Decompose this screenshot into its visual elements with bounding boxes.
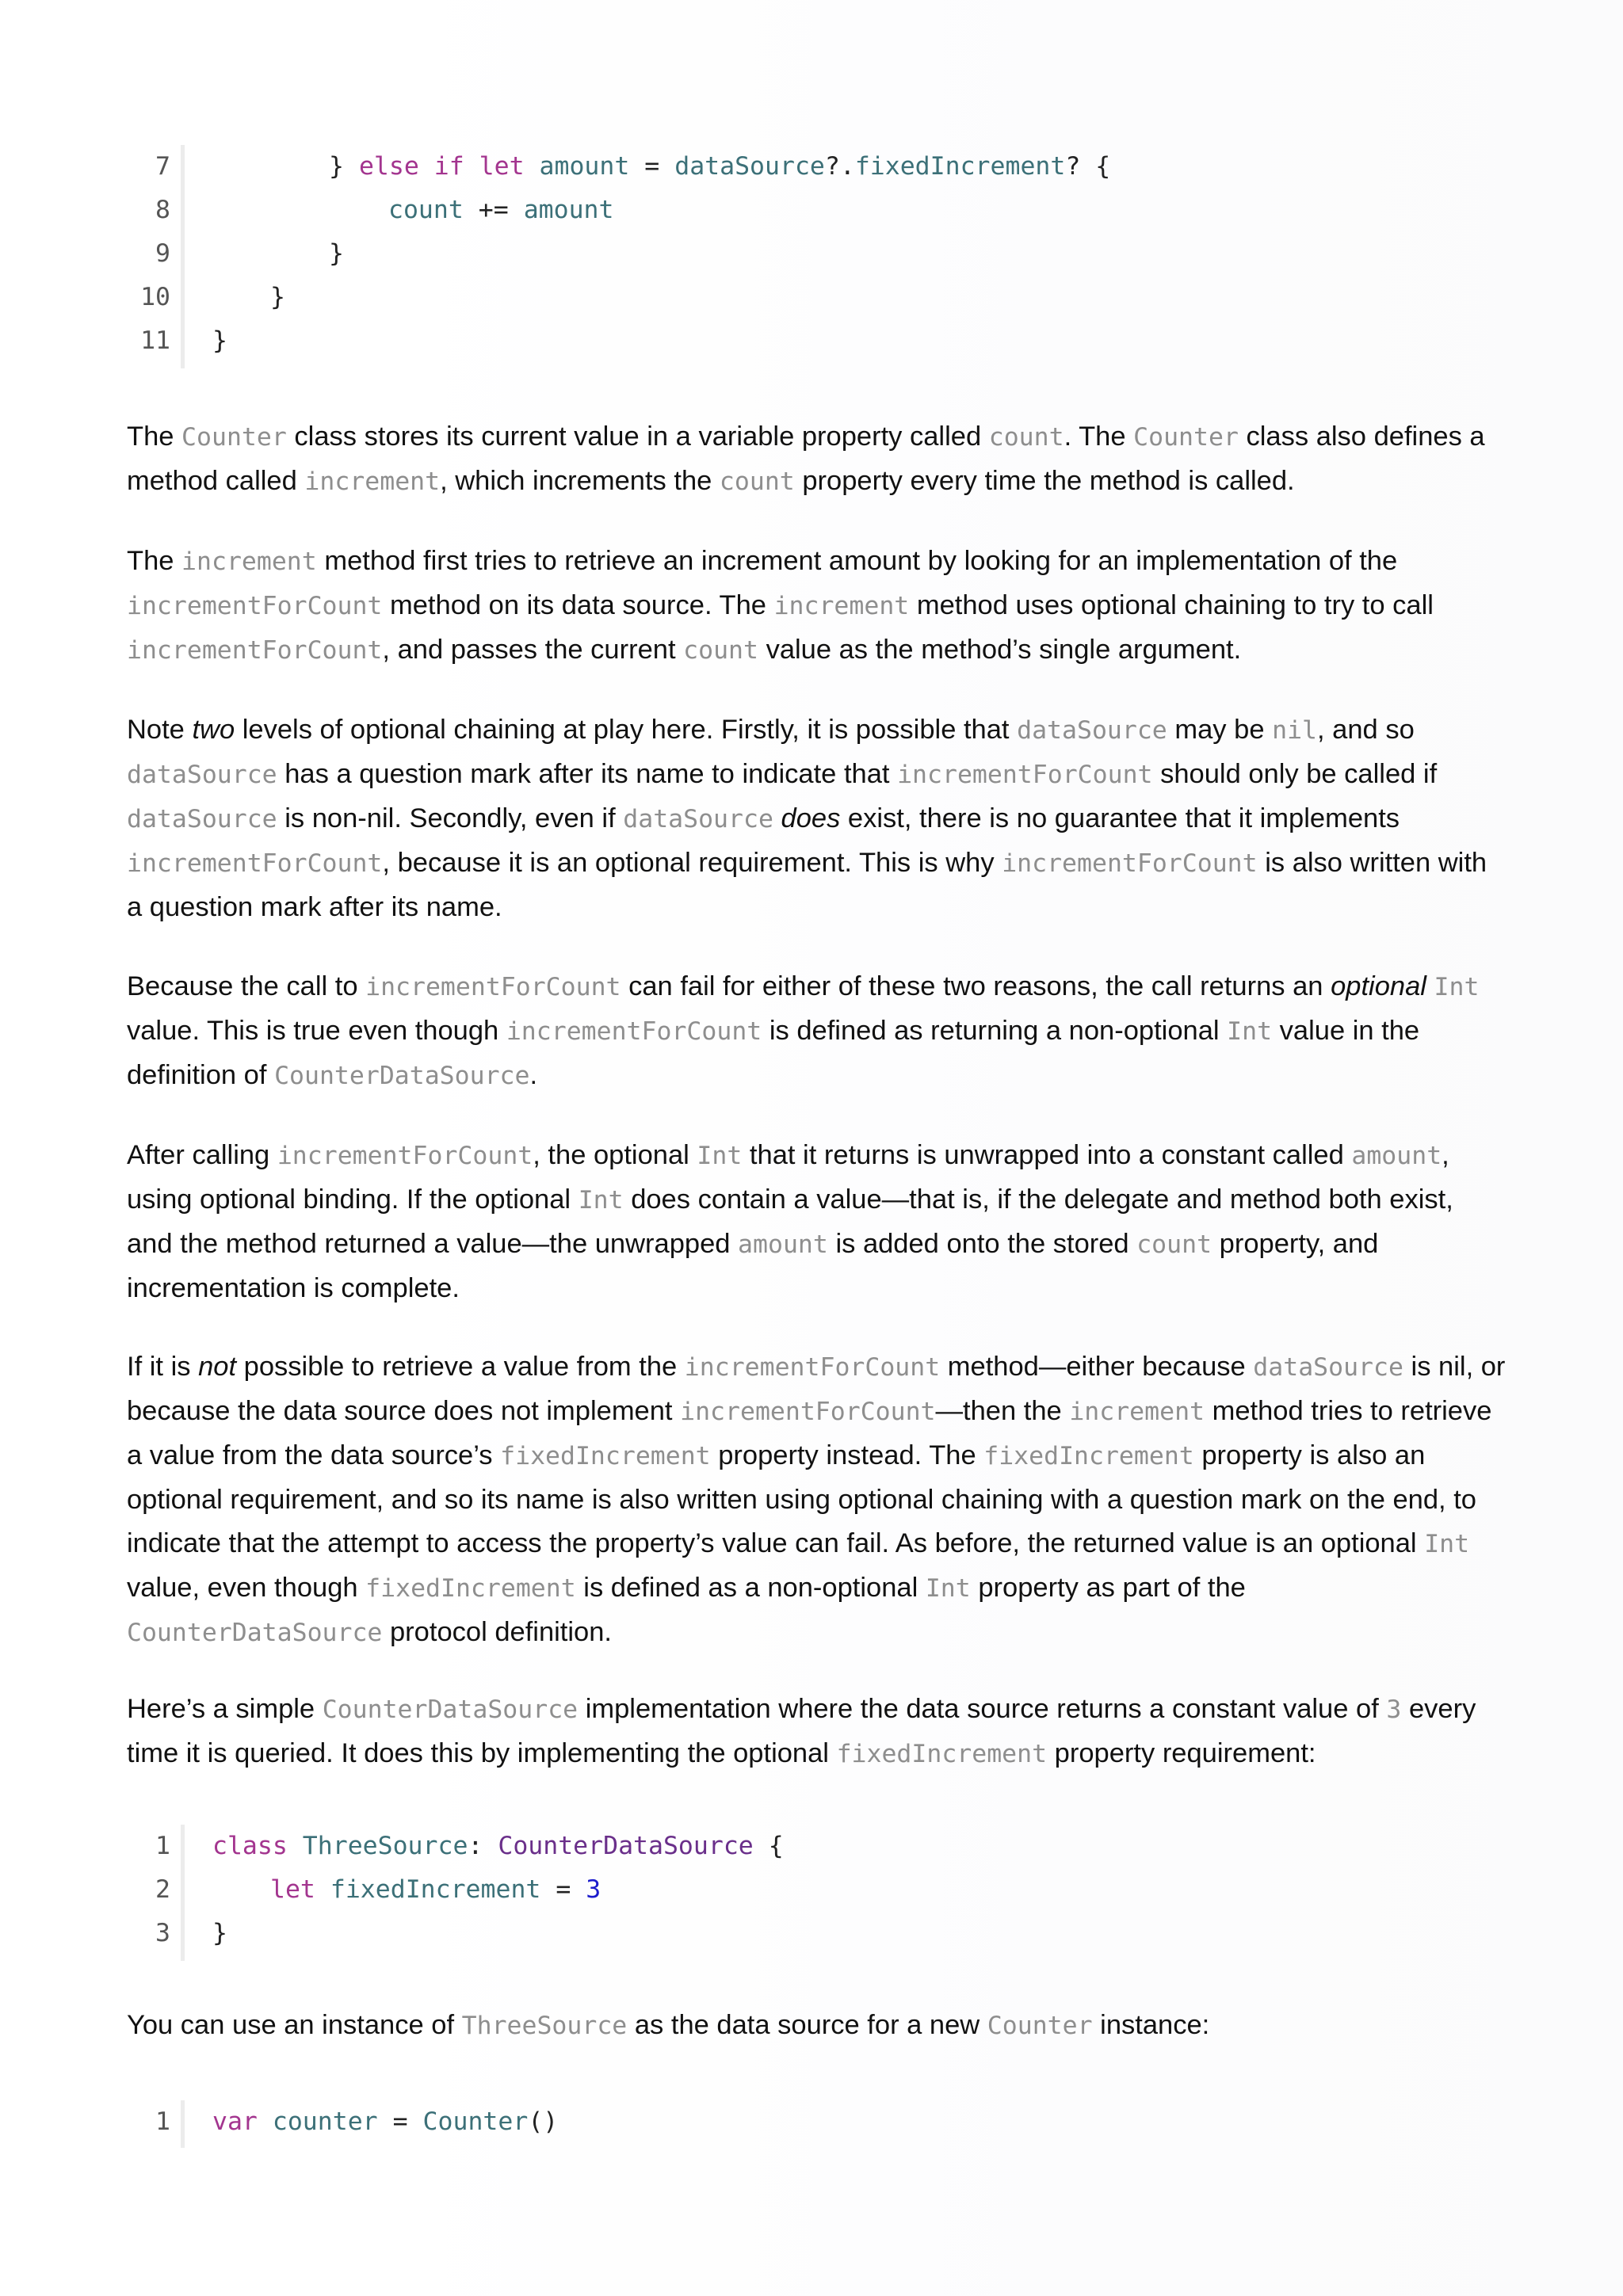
inline-code: incrementForCount bbox=[127, 849, 383, 878]
paragraph-two-levels bbox=[127, 708, 1506, 929]
inline-code: amount bbox=[738, 1230, 828, 1259]
code-operator: : bbox=[468, 1832, 483, 1860]
text: exist, there is no guarantee that it implements bbox=[847, 803, 1400, 833]
text: property is also an optional requirement, and so its name is also written using optional chaining with a question mark on the end, to indicate that the attempt to access the property’s value can fail. As before, the returned value is an optional bbox=[127, 1440, 1476, 1558]
code-operator: += bbox=[478, 196, 509, 224]
text: is also written with a question mark after its name. bbox=[127, 848, 1487, 922]
code-keyword: else if let bbox=[358, 152, 525, 181]
inline-code: incrementForCount bbox=[506, 1017, 762, 1046]
text: is defined as a non-optional bbox=[583, 1573, 918, 1603]
inline-code: dataSource bbox=[1253, 1353, 1403, 1382]
inline-code: nil bbox=[1272, 716, 1318, 745]
line-number: 8 bbox=[155, 196, 170, 224]
code-line bbox=[127, 1912, 1506, 1955]
code-line bbox=[127, 1868, 1506, 1912]
inline-code: Int bbox=[1227, 1017, 1273, 1046]
inline-code: Counter bbox=[987, 2012, 1093, 2040]
code-keyword: let bbox=[270, 1875, 315, 1904]
code-operator: ? { bbox=[1065, 152, 1111, 181]
text: has a question mark after its name to indicate that bbox=[285, 759, 890, 789]
inline-code: incrementForCount bbox=[680, 1398, 936, 1426]
paragraph-increment-method bbox=[127, 540, 1506, 673]
line-number: 9 bbox=[155, 239, 170, 268]
code-type: CounterDataSource bbox=[498, 1832, 754, 1860]
code-identifier: counter bbox=[272, 2107, 378, 2136]
inline-code: Int bbox=[1434, 973, 1480, 1001]
text: method—either because bbox=[947, 1352, 1246, 1382]
text: Note bbox=[127, 715, 185, 745]
code-operator: ?. bbox=[824, 152, 855, 181]
inline-code: incrementForCount bbox=[277, 1142, 533, 1170]
emphasis: two bbox=[192, 715, 235, 745]
inline-code: Int bbox=[925, 1574, 971, 1603]
inline-code: dataSource bbox=[127, 761, 277, 789]
inline-code: Counter bbox=[181, 423, 287, 452]
text: property every time the method is called. bbox=[802, 466, 1295, 496]
inline-code: dataSource bbox=[1017, 716, 1167, 745]
code-token: } bbox=[212, 326, 227, 355]
line-number: 1 bbox=[155, 2107, 170, 2136]
text: method tries to retrieve a value from the data source’s bbox=[127, 1396, 1492, 1470]
code-line bbox=[127, 276, 1506, 319]
text: implementation where the data source returns a constant value of bbox=[585, 1694, 1379, 1724]
line-number: 11 bbox=[140, 326, 170, 355]
inline-code: fixedIncrement bbox=[983, 1442, 1194, 1470]
text: is non-nil. Secondly, even if bbox=[285, 803, 616, 833]
inline-code: incrementForCount bbox=[1002, 849, 1258, 878]
line-number: 10 bbox=[140, 283, 170, 311]
text: . bbox=[529, 1060, 538, 1090]
code-identifier: ThreeSource bbox=[302, 1832, 468, 1860]
text: as the data source for a new bbox=[634, 2010, 980, 2040]
paragraph-use-instance bbox=[127, 2004, 1506, 2048]
code-line bbox=[127, 2100, 1506, 2144]
inline-code: ThreeSource bbox=[461, 2012, 628, 2040]
inline-code: incrementForCount bbox=[684, 1353, 941, 1382]
inline-code: increment bbox=[181, 547, 317, 576]
text: protocol definition. bbox=[390, 1617, 613, 1647]
text: , and so bbox=[1317, 715, 1415, 745]
inline-code: 3 bbox=[1386, 1695, 1402, 1724]
inline-code: incrementForCount bbox=[127, 592, 383, 620]
code-number: 3 bbox=[586, 1875, 601, 1904]
code-token: } bbox=[329, 152, 344, 181]
paragraph-three-source-intro bbox=[127, 1688, 1506, 1776]
code-line bbox=[127, 319, 1506, 363]
inline-code: increment bbox=[1069, 1398, 1205, 1426]
inline-code: CounterDataSource bbox=[127, 1619, 383, 1647]
text: is added onto the stored bbox=[835, 1229, 1129, 1259]
code-line bbox=[127, 232, 1506, 276]
inline-code: fixedIncrement bbox=[500, 1442, 711, 1470]
text: value. This is true even though bbox=[127, 1016, 499, 1046]
inline-code: increment bbox=[304, 467, 441, 496]
code-token: () bbox=[528, 2107, 559, 2136]
emphasis: not bbox=[198, 1352, 237, 1382]
text: If it is bbox=[127, 1352, 191, 1382]
paragraph-fixed-increment bbox=[127, 1345, 1506, 1655]
line-number: 7 bbox=[155, 152, 170, 181]
code-block-counter-instance bbox=[127, 2100, 1506, 2144]
text: can fail for either of these two reasons, the call returns an bbox=[628, 971, 1323, 1001]
text: should only be called if bbox=[1160, 759, 1438, 789]
inline-code: increment bbox=[773, 592, 910, 620]
code-token: } bbox=[270, 283, 285, 311]
text: After calling bbox=[127, 1140, 270, 1170]
text: . The bbox=[1064, 421, 1126, 452]
inline-code: fixedIncrement bbox=[365, 1574, 576, 1603]
code-operator: = bbox=[556, 1875, 571, 1904]
text: value in the definition of bbox=[127, 1016, 1420, 1090]
text: value, even though bbox=[127, 1573, 358, 1603]
code-token: } bbox=[329, 239, 344, 268]
code-identifier: fixedIncrement bbox=[854, 152, 1066, 181]
text: is defined as returning a non-optional bbox=[769, 1016, 1220, 1046]
text: method on its data source. The bbox=[390, 590, 766, 620]
text: instance: bbox=[1100, 2010, 1210, 2040]
code-operator: = bbox=[644, 152, 660, 181]
emphasis: optional bbox=[1331, 971, 1426, 1001]
code-token: { bbox=[768, 1832, 784, 1860]
inline-code: dataSource bbox=[127, 805, 277, 833]
inline-code: Int bbox=[1424, 1530, 1470, 1558]
paragraph-counter-class bbox=[127, 415, 1506, 504]
inline-code: incrementForCount bbox=[127, 636, 383, 665]
text: , using optional binding. If the optional bbox=[127, 1140, 1449, 1215]
text: The bbox=[127, 546, 174, 576]
text: , because it is an optional requirement. This is why bbox=[382, 848, 995, 878]
line-number: 3 bbox=[155, 1919, 170, 1947]
text: may be bbox=[1174, 715, 1265, 745]
inline-code: count bbox=[719, 467, 795, 496]
code-identifier: dataSource bbox=[674, 152, 825, 181]
text: property instead. The bbox=[718, 1440, 976, 1470]
inline-code: amount bbox=[1351, 1142, 1442, 1170]
text: property requirement: bbox=[1054, 1738, 1316, 1768]
inline-code: count bbox=[683, 636, 758, 665]
text: The bbox=[127, 421, 174, 452]
text: levels of optional chaining at play here. Firstly, it is possible that bbox=[242, 715, 1010, 745]
inline-code: Int bbox=[697, 1142, 743, 1170]
text: , the optional bbox=[533, 1140, 689, 1170]
code-line bbox=[127, 1825, 1506, 1868]
text: class also defines a method called bbox=[127, 421, 1485, 496]
text: is nil, or because the data source does not implement bbox=[127, 1352, 1506, 1426]
paragraph-optional-binding bbox=[127, 1134, 1506, 1310]
emphasis: does bbox=[781, 803, 841, 833]
text: every time it is queried. It does this by implementing the optional bbox=[127, 1694, 1476, 1768]
text: that it returns is unwrapped into a constant called bbox=[749, 1140, 1344, 1170]
code-identifier: amount bbox=[539, 152, 630, 181]
text: You can use an instance of bbox=[127, 2010, 455, 2040]
line-number: 1 bbox=[155, 1832, 170, 1860]
code-token: } bbox=[212, 1919, 227, 1947]
text: Because the call to bbox=[127, 971, 358, 1001]
line-number: 2 bbox=[155, 1875, 170, 1904]
inline-code: CounterDataSource bbox=[322, 1695, 579, 1724]
inline-code: count bbox=[1136, 1230, 1212, 1259]
inline-code: CounterDataSource bbox=[274, 1062, 530, 1090]
code-keyword: class bbox=[212, 1832, 288, 1860]
inline-code: Int bbox=[578, 1186, 624, 1215]
code-block-three-source bbox=[127, 1825, 1506, 1955]
text: class stores its current value in a variable property called bbox=[294, 421, 982, 452]
inline-code: count bbox=[988, 423, 1064, 452]
inline-code: Counter bbox=[1133, 423, 1239, 452]
text: property, and incrementation is complete. bbox=[127, 1229, 1379, 1303]
inline-code: dataSource bbox=[623, 805, 773, 833]
text: method uses optional chaining to try to call bbox=[916, 590, 1434, 620]
code-line bbox=[127, 145, 1506, 189]
text: property as part of the bbox=[978, 1573, 1246, 1603]
text: —then the bbox=[935, 1396, 1062, 1426]
inline-code: incrementForCount bbox=[365, 973, 621, 1001]
inline-code: fixedIncrement bbox=[836, 1740, 1048, 1768]
text: , which increments the bbox=[440, 466, 712, 496]
text: , and passes the current bbox=[382, 635, 676, 665]
code-operator: = bbox=[392, 2107, 408, 2136]
text: method first tries to retrieve an increment amount by looking for an implementation of the bbox=[324, 546, 1398, 576]
text: value as the method’s single argument. bbox=[766, 635, 1242, 665]
code-type: Counter bbox=[422, 2107, 529, 2136]
text: Here’s a simple bbox=[127, 1694, 315, 1724]
code-keyword: var bbox=[212, 2107, 258, 2136]
code-identifier: count bbox=[388, 196, 464, 224]
code-block-counter-tail bbox=[127, 145, 1506, 363]
paragraph-optional-int bbox=[127, 965, 1506, 1098]
code-identifier: amount bbox=[523, 196, 614, 224]
text: possible to retrieve a value from the bbox=[243, 1352, 678, 1382]
inline-code: incrementForCount bbox=[897, 761, 1153, 789]
code-identifier: fixedIncrement bbox=[330, 1875, 541, 1904]
code-line bbox=[127, 189, 1506, 232]
text: does contain a value—that is, if the delegate and method both exist, and the method returned a value—the unwrapped bbox=[127, 1184, 1453, 1259]
